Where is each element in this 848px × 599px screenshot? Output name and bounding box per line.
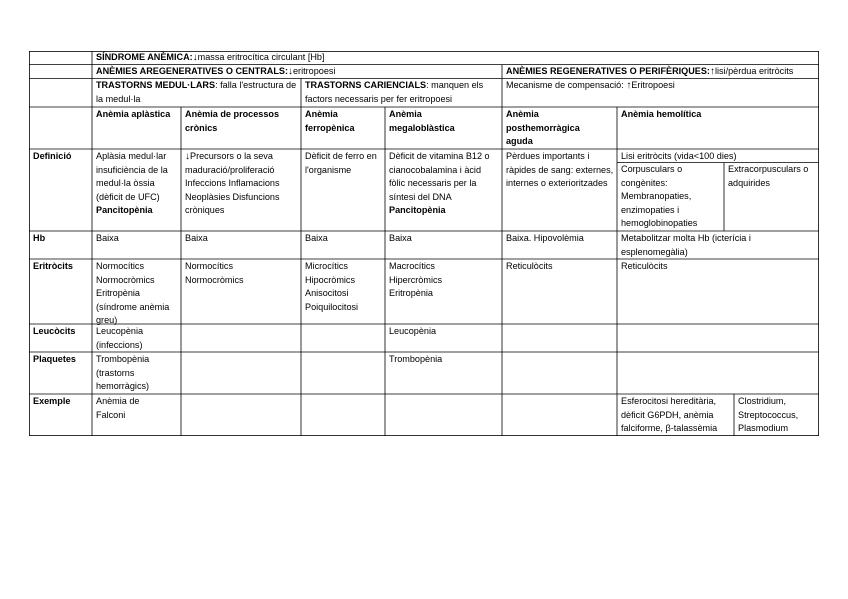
anemia-table [29,51,819,436]
syndrome-header [96,51,796,65]
row-label-exemple: Exemple [33,396,71,406]
regenerative-title: ANÈMIES REGENERATIVES O PERIFÈRIQUES: [506,65,710,76]
leucocits-aplastica: Leucopènia (infeccions) [96,326,144,350]
col-megaloblastica: Anèmia megaloblàstica [389,109,455,133]
medullar-text: : falla l'estructura de la medul·la [96,80,297,104]
definicio-ferropenica: Dèficit de ferro en l'organisme [305,151,377,175]
row-label-definicio: Definició [33,151,72,161]
plaquetes-megaloblastica: Trombopènia [389,354,443,364]
compensation-value: Eritropoesi [631,80,675,90]
eritrocits-posthemorragica: Reticulòcits [506,261,553,271]
deficiency-disorders [305,79,500,106]
hb-hemolitica: Metabolitzar molta Hb (icterícia i esplenomegàlia) [621,233,751,257]
hb-posthemorragica: Baixa. Hipovolèmia [506,233,584,243]
arrow-up-icon: ↑ [709,65,715,77]
hb-aplastica: Baixa [96,233,119,243]
definicio-aplastica-pancitopenia: Pancitopènia [96,205,153,216]
eritrocits-ferropenica: Microcítics Hipocròmics Anisocitosi Poiquilocitosi [305,261,359,312]
row-label-eritrocits: Eritròcits [33,261,73,271]
compensation-mechanism [506,79,816,93]
eritrocits-megaloblastica: Macrocítics Hipercròmics Eritropènia [389,261,443,299]
definicio-posthemorragica: Pèrdues importants i ràpides de sang: externes, internes o exterioritzades [506,151,614,189]
eritrocits-hemolitica: Reticulòcits [621,261,668,271]
definicio-megaloblastica [389,150,499,218]
row-label-plaquetes: Plaquetes [33,354,76,364]
hb-cronics: Baixa [185,233,208,243]
eritrocits-aplastica: Normocítics Normocròmics Eritropènia (síndrome anèmia greu) [96,261,170,326]
exemple-extracorpusculars: Clostridium, Streptococcus, Plasmodium [738,396,799,434]
plaquetes-aplastica: Trombopènia (trastorns hemorràgics) [96,354,150,392]
col-aplastica: Anèmia aplàstica [96,109,171,119]
eritrocits-cronics: Normocítics Normocròmics [185,261,244,285]
definicio-aplastica-text: Aplàsia medul·lar insuficiència de la medul·la òssia (dèficit de UFC) [96,151,168,202]
arrow-up-icon: ↑ [626,80,632,91]
definicio-hemolitica-top: Lisi eritròcits (vida<100 dies) [621,151,737,161]
deficiency-title: TRASTORNS CARIENCIALS [305,80,427,90]
definicio-cronics-text: Precursors o la seva maduració/proliferació Infeccions Inflamacions Neoplàsies Disfuncions cròniques [185,151,280,216]
exemple-aplastica: Anèmia de Falconi [96,396,140,420]
row-label-hb: Hb [33,233,46,243]
col-cronics: Anèmia de processos crònics [185,109,280,133]
arrow-down-icon: ↓ [192,52,198,63]
definicio-megaloblastica-text: Dèficit de vitamina B12 o cianocobalamina i àcid fòlic necessaris per la síntesi del DNA [389,151,490,202]
regenerative-text: lisi/pèrdua eritròcits [714,65,794,76]
aregenerative-text: eritropoesi [293,65,336,76]
arrow-down-icon: ↓ [185,151,190,162]
leucocits-megaloblastica: Leucopènia [389,326,437,336]
aregenerative-title: ANÈMIES AREGENERATIVES O CENTRALS: [96,65,288,76]
definicio-megaloblastica-pancitopenia: Pancitopènia [389,205,446,216]
col-hemolitica: Anèmia hemolítica [621,109,702,119]
col-ferropenica: Anèmia ferropènica [305,109,355,133]
arrow-down-icon: ↓ [288,65,293,77]
regenerative-header [506,65,818,79]
syndrome-title: SÍNDROME ANÈMICA: [96,52,193,62]
hb-megaloblastica: Baixa [389,233,412,243]
syndrome-text: massa eritrocítica circulant [Hb] [197,52,325,62]
compensation-text: Mecanisme de compensació: [506,80,624,90]
row-label-leucocits: Leucòcits [33,326,76,336]
aregenerative-header [96,65,496,79]
definicio-corpusculars: Corpusculars o congènites: Membranopaties, enzimopaties i hemoglobinopaties [621,164,698,229]
definicio-cronics [185,150,301,218]
deficiency-text: : manquen els factors necessaris per fer eritropoesi [305,80,484,104]
medullar-disorders [96,79,299,106]
exemple-corpusculars: Esferocitosi hereditària, dèficit G6PDH, anèmia falciforme, β-talassèmia [621,396,718,434]
medullar-title: TRASTORNS MEDUL·LARS [96,80,216,90]
col-posthemorragica: Anèmia posthemorràgica aguda [506,109,580,147]
hb-ferropenica: Baixa [305,233,328,243]
definicio-aplastica [96,150,180,218]
definicio-extracorpusculars: Extracorpusculars o adquirides [728,164,809,188]
